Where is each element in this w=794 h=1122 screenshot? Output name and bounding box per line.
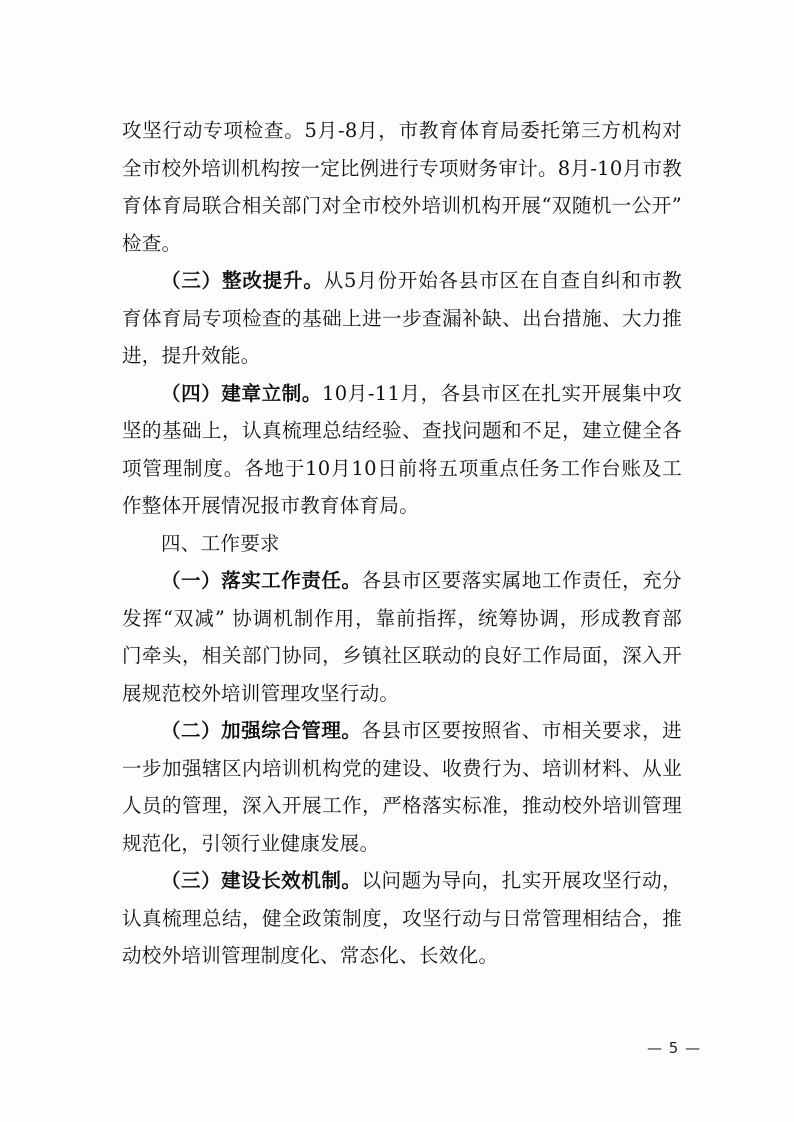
subheading-management: （二）加强综合管理。 — [161, 719, 362, 742]
paragraph-rectification — [122, 262, 682, 375]
subheading-mechanism: （三）建设长效机制。 — [161, 869, 362, 892]
subheading-responsibility: （一）落实工作责任。 — [161, 569, 362, 592]
paragraph-continuation — [122, 112, 682, 262]
document-body — [122, 112, 682, 975]
paragraph-text: 从5月份开始各县市区在自查自纠和市教育体育局专项检查的基础上进一步查漏补缺、出台措施、大力推进，提升效能。 — [122, 269, 682, 367]
paragraph-text: 各县市区要落实属地工作责任，充分发挥“双减” 协调机制作用，靠前指挥，统筹协调，形成教育部门牵头，相关部门协同，乡镇社区联动的良好工作局面，深入开展规范校外培训管理攻坚行动。 — [122, 569, 682, 705]
section-heading-work-requirements — [122, 525, 682, 563]
paragraph-mechanism — [122, 862, 682, 975]
paragraph-text: 10月-11月，各县市区在扎实开展集中攻坚的基础上，认真梳理总结经验、查找问题和不足，建立健全各项管理制度。各地于10月10日前将五项重点任务工作台账及工作整体开展情况报市教育体育局。 — [122, 381, 682, 517]
paragraph-management — [122, 712, 682, 862]
paragraph-text: 以问题为导向，扎实开展攻坚行动，认真梳理总结，健全政策制度，攻坚行动与日常管理相结合，推动校外培训管理制度化、常态化、长效化。 — [122, 869, 682, 967]
section-heading-text: 四、工作要求 — [161, 531, 280, 555]
subheading-rectification: （三）整改提升。 — [161, 269, 324, 292]
page-number: — 5 — — [647, 1039, 702, 1057]
paragraph-text: 各县市区要按照省、市相关要求，进一步加强辖区内培训机构党的建设、收费行为、培训材料、从业人员的管理，深入开展工作，严格落实标准，推动校外培训管理规范化，引领行业健康发展。 — [122, 719, 682, 855]
paragraph-text: 攻坚行动专项检查。5月-8月，市教育体育局委托第三方机构对全市校外培训机构按一定比例进行专项财务审计。8月-10月市教育体育局联合相关部门对全市校外培训机构开展“双随机一公开” 检查。 — [122, 119, 682, 255]
paragraph-regulations — [122, 375, 682, 525]
paragraph-responsibility — [122, 562, 682, 712]
subheading-regulations: （四）建章立制。 — [161, 381, 323, 405]
